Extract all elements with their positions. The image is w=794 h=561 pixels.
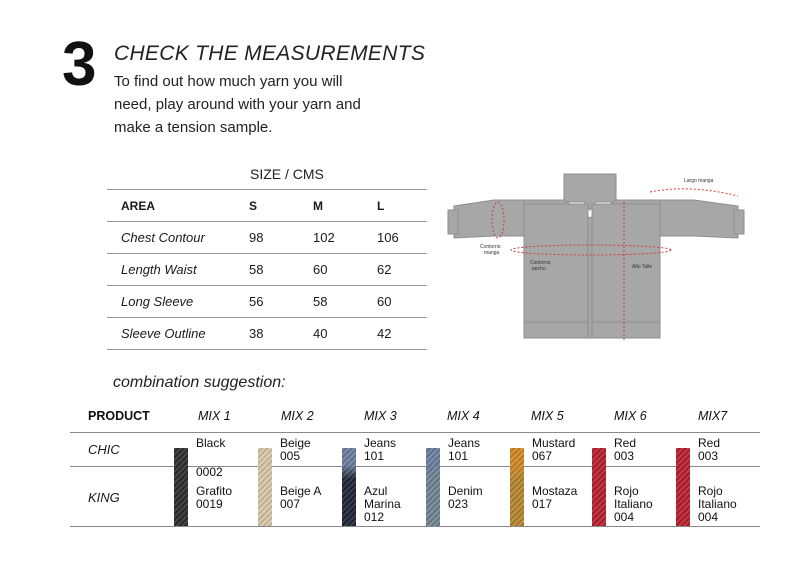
yarn-swatch (510, 448, 524, 526)
chic-color: Jeans 101 (448, 436, 481, 463)
chic-color: Red 003 (698, 436, 721, 463)
mix-header: MIX 5 (531, 409, 564, 423)
mix-header: MIX 4 (447, 409, 480, 423)
label-line: manga (484, 250, 500, 256)
intro-line: need, play around with your yarn and (114, 96, 361, 113)
cell-m: 40 (313, 318, 377, 350)
mix-header: MIX 6 (614, 409, 647, 423)
column-header-l: L (377, 190, 427, 222)
cell-m: 60 (313, 254, 377, 286)
cell-m: 102 (313, 222, 377, 254)
table-row (107, 318, 427, 350)
table-row (107, 254, 427, 286)
yarn-swatch (174, 448, 188, 526)
king-color: Rojo Italiano 004 (698, 484, 737, 524)
left-cuff (448, 210, 458, 234)
cell-s: 98 (249, 222, 313, 254)
mix-header: MIX 1 (198, 409, 231, 423)
intro-line: To find out how much yarn you will (114, 73, 343, 90)
yarn-swatch (592, 448, 606, 526)
cell-s: 56 (249, 286, 313, 318)
label-line: Contorno (530, 260, 551, 266)
table-row (107, 286, 427, 318)
divider (70, 432, 760, 433)
mix-header: MIX 2 (281, 409, 314, 423)
right-cuff (734, 210, 744, 234)
king-code-extra: 0002 (196, 465, 223, 479)
chic-color: Jeans 101 (364, 436, 397, 463)
cell-l: 60 (377, 286, 427, 318)
row-label-chic: CHIC (88, 442, 120, 457)
sleeve-length-line (650, 189, 738, 196)
cell-s: 58 (249, 254, 313, 286)
row-area: Chest Contour (107, 222, 249, 254)
yarn-swatch (676, 448, 690, 526)
column-header-s: S (249, 190, 313, 222)
mix-header: MIX7 (698, 409, 728, 423)
label-alto-talle: Alto Talle (632, 264, 653, 270)
chic-color: Beige 005 (280, 436, 311, 463)
row-area: Long Sleeve (107, 286, 249, 318)
table-header-row (107, 190, 427, 222)
label-largo-manga: Largo manga (684, 178, 714, 184)
king-color: Beige A 007 (280, 484, 322, 511)
right-hem (592, 322, 660, 338)
label-line: pecho (532, 266, 546, 272)
garment-shape (448, 174, 744, 338)
product-header: PRODUCT (88, 409, 150, 423)
yarn-swatch (258, 448, 272, 526)
king-color: Grafito 0019 (196, 484, 233, 511)
yarn-swatch (426, 448, 440, 526)
table-row (107, 222, 427, 254)
row-area: Length Waist (107, 254, 249, 286)
yarn-swatch (342, 448, 356, 526)
row-area: Sleeve Outline (107, 318, 249, 350)
cell-l: 106 (377, 222, 427, 254)
cell-m: 58 (313, 286, 377, 318)
right-front (592, 204, 660, 338)
cell-s: 38 (249, 318, 313, 350)
king-color: Azul Marina 012 (364, 484, 401, 524)
label-contorno-manga (480, 244, 502, 256)
garment-diagram (446, 170, 746, 346)
row-label-king: KING (88, 490, 120, 505)
right-sleeve (660, 200, 738, 238)
divider (70, 526, 760, 527)
intro-line: make a tension sample. (114, 119, 273, 136)
combination-title: combination suggestion: (113, 374, 286, 391)
step-number: 3 (62, 30, 97, 99)
label-line: Contorno (480, 244, 501, 250)
chic-color: Mustard 067 (532, 436, 576, 463)
chic-color: Black (196, 436, 226, 450)
left-hem (524, 322, 588, 338)
column-header-m: M (313, 190, 377, 222)
chic-color: Red 003 (614, 436, 637, 463)
column-header-area: AREA (107, 190, 249, 222)
king-color: Rojo Italiano 004 (614, 484, 653, 524)
king-color: Mostaza 017 (532, 484, 578, 511)
intro-text (114, 70, 414, 139)
size-header: SIZE / CMS (250, 166, 324, 182)
left-sleeve (454, 200, 524, 238)
cell-l: 42 (377, 318, 427, 350)
measurements-table (107, 189, 427, 350)
cell-l: 62 (377, 254, 427, 286)
king-color: Denim 023 (448, 484, 483, 511)
mix-header: MIX 3 (364, 409, 397, 423)
section-title: CHECK THE MEASUREMENTS (114, 42, 426, 65)
